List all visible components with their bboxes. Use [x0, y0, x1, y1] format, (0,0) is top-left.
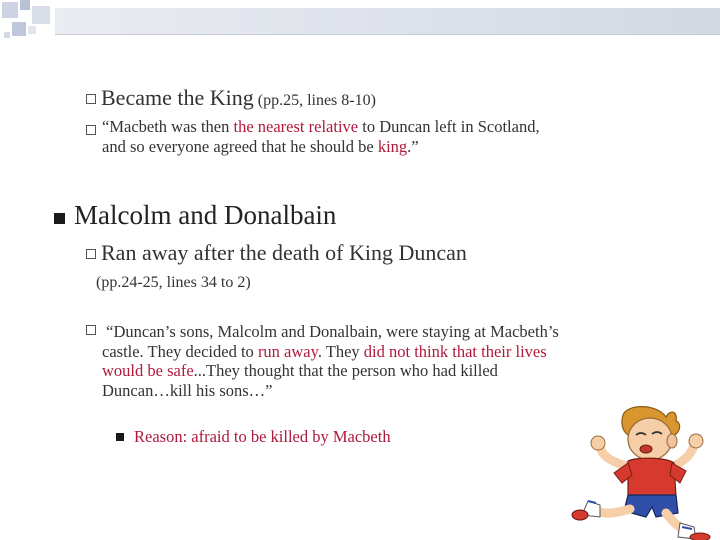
- sons-quote: [102, 322, 559, 400]
- header-divider: [55, 34, 720, 35]
- quote-line: “Duncan’s sons, Malcolm and Donalbain, were staying at Macbeth’s: [106, 322, 559, 341]
- highlight-text: did not think that their lives: [363, 341, 547, 361]
- quote-line: and so everyone agreed that he should be king.”: [102, 136, 419, 156]
- quote-line: castle. They decided to run away. They did not think that their lives: [102, 341, 547, 361]
- became-king-heading: [101, 85, 376, 111]
- solid-square-bullet-icon: [54, 213, 65, 224]
- page-reference: (pp.24-25, lines 34 to 2): [96, 274, 251, 291]
- heading-text: Became the King: [101, 85, 254, 110]
- quote-line: Duncan…kill his sons…”: [102, 380, 273, 400]
- reason-text: Reason: afraid to be killed by Macbeth: [134, 427, 391, 446]
- highlight-text: the nearest relative: [233, 117, 359, 136]
- quote-line: would be safe...They thought that the person who had killed: [102, 361, 498, 380]
- header-bar: [55, 8, 720, 34]
- highlight-text: would be safe: [102, 361, 194, 380]
- hollow-square-bullet-icon: [86, 249, 96, 259]
- hollow-square-bullet-icon: [86, 325, 96, 335]
- hollow-square-bullet-icon: [86, 94, 96, 104]
- hollow-square-bullet-icon: [86, 125, 96, 135]
- running-boy-cartoon: [566, 405, 720, 540]
- highlight-text: run away: [257, 341, 318, 361]
- highlight-text: king: [377, 136, 408, 156]
- page-reference: (pp.25, lines 8-10): [257, 92, 376, 109]
- malcolm-donalbain-title: Malcolm and Donalbain: [74, 200, 337, 230]
- king-quote: [102, 117, 540, 156]
- solid-square-bullet-icon: [116, 433, 124, 441]
- ran-away-heading: Ran away after the death of King Duncan: [101, 240, 467, 265]
- quote-line: “Macbeth was then the nearest relative to Duncan left in Scotland,: [102, 117, 540, 136]
